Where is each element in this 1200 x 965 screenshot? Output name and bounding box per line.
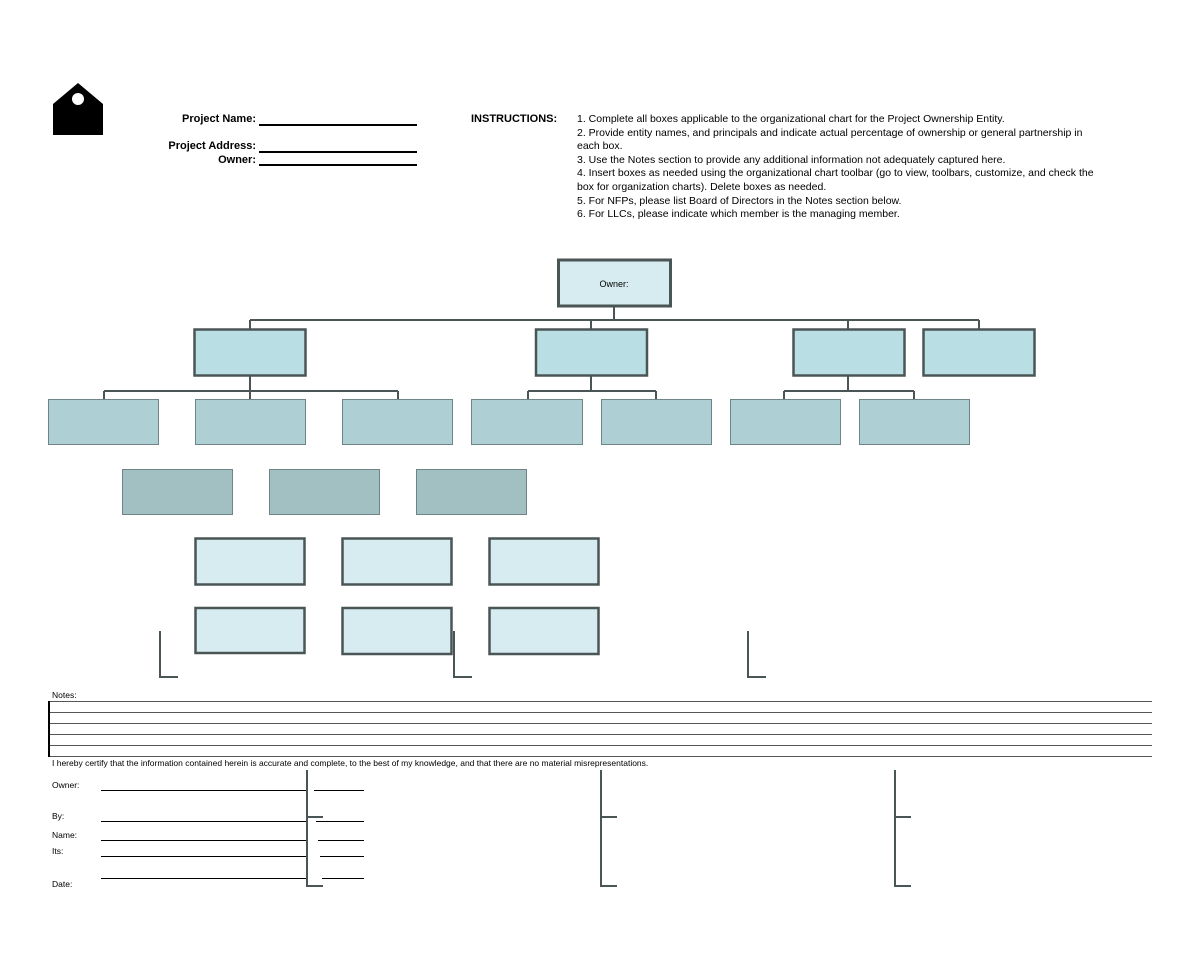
notes-line[interactable] bbox=[50, 701, 1152, 702]
org-box-level3[interactable] bbox=[270, 470, 380, 515]
signature-name-label: Name: bbox=[52, 830, 78, 840]
owner-label: Owner: bbox=[218, 154, 256, 166]
org-box-level2[interactable] bbox=[196, 400, 306, 445]
signature-by-label: By: bbox=[52, 811, 65, 821]
instruction-item: 3. Use the Notes section to provide any additional information not adequately captured here. bbox=[577, 153, 1006, 166]
notes-line[interactable] bbox=[50, 756, 1152, 757]
notes-line[interactable] bbox=[50, 712, 1152, 713]
org-box-level1[interactable] bbox=[195, 330, 306, 376]
notes-line[interactable] bbox=[50, 745, 1152, 746]
signature-its-label: Its: bbox=[52, 846, 64, 856]
org-box-level4[interactable] bbox=[196, 539, 305, 585]
org-box-level3[interactable] bbox=[417, 470, 527, 515]
notes-label: Notes: bbox=[52, 690, 77, 700]
notes-left-border bbox=[48, 701, 50, 757]
project-name-label: Project Name: bbox=[182, 113, 256, 125]
instruction-item: 4. Insert boxes as needed using the organizational chart toolbar (go to view, toolbars, customize, and check the box for organization charts). Delete boxes as needed. bbox=[577, 167, 1094, 193]
instruction-item: 5. For NFPs, please list Board of Directors in the Notes section below. bbox=[577, 194, 902, 207]
certification-text: I hereby certify that the information contained herein is accurate and complete, to the best of my knowledge, and that there are no material misrepresentations. bbox=[52, 758, 649, 768]
org-box-level4[interactable] bbox=[490, 539, 599, 585]
instruction-item: 2. Provide entity names, and principals and indicate actual percentage of ownership or general partnership in each box. bbox=[577, 126, 1083, 153]
notes-line[interactable] bbox=[50, 723, 1152, 724]
org-box-level4[interactable] bbox=[343, 539, 452, 585]
org-box-level2[interactable] bbox=[860, 400, 970, 445]
org-box-level2[interactable] bbox=[602, 400, 712, 445]
org-box-level5[interactable] bbox=[490, 608, 599, 654]
instruction-item: 6. For LLCs, please indicate which member is the managing member. bbox=[577, 208, 900, 221]
org-box-level5[interactable] bbox=[343, 608, 452, 654]
notes-line[interactable] bbox=[50, 734, 1152, 735]
org-root-label: Owner: bbox=[599, 279, 629, 289]
instruction-item: 1. Complete all boxes applicable to the organizational chart for the Project Ownership Entity. bbox=[577, 113, 1005, 125]
org-box-level1[interactable] bbox=[794, 330, 905, 376]
org-box-level2[interactable] bbox=[731, 400, 841, 445]
org-box-level2[interactable] bbox=[49, 400, 159, 445]
org-box-level1[interactable] bbox=[924, 330, 1035, 376]
signature-brackets bbox=[0, 760, 1200, 900]
org-box-level5[interactable] bbox=[196, 608, 305, 653]
project-address-label: Project Address: bbox=[168, 140, 256, 152]
instructions-heading: INSTRUCTIONS: bbox=[471, 113, 558, 125]
signature-owner-label: Owner: bbox=[52, 780, 80, 790]
org-box-level2[interactable] bbox=[343, 400, 453, 445]
signature-date-label: Date: bbox=[52, 879, 73, 889]
org-box-level2[interactable] bbox=[472, 400, 583, 445]
org-box-level1[interactable] bbox=[536, 330, 647, 376]
org-box-level3[interactable] bbox=[123, 470, 233, 515]
